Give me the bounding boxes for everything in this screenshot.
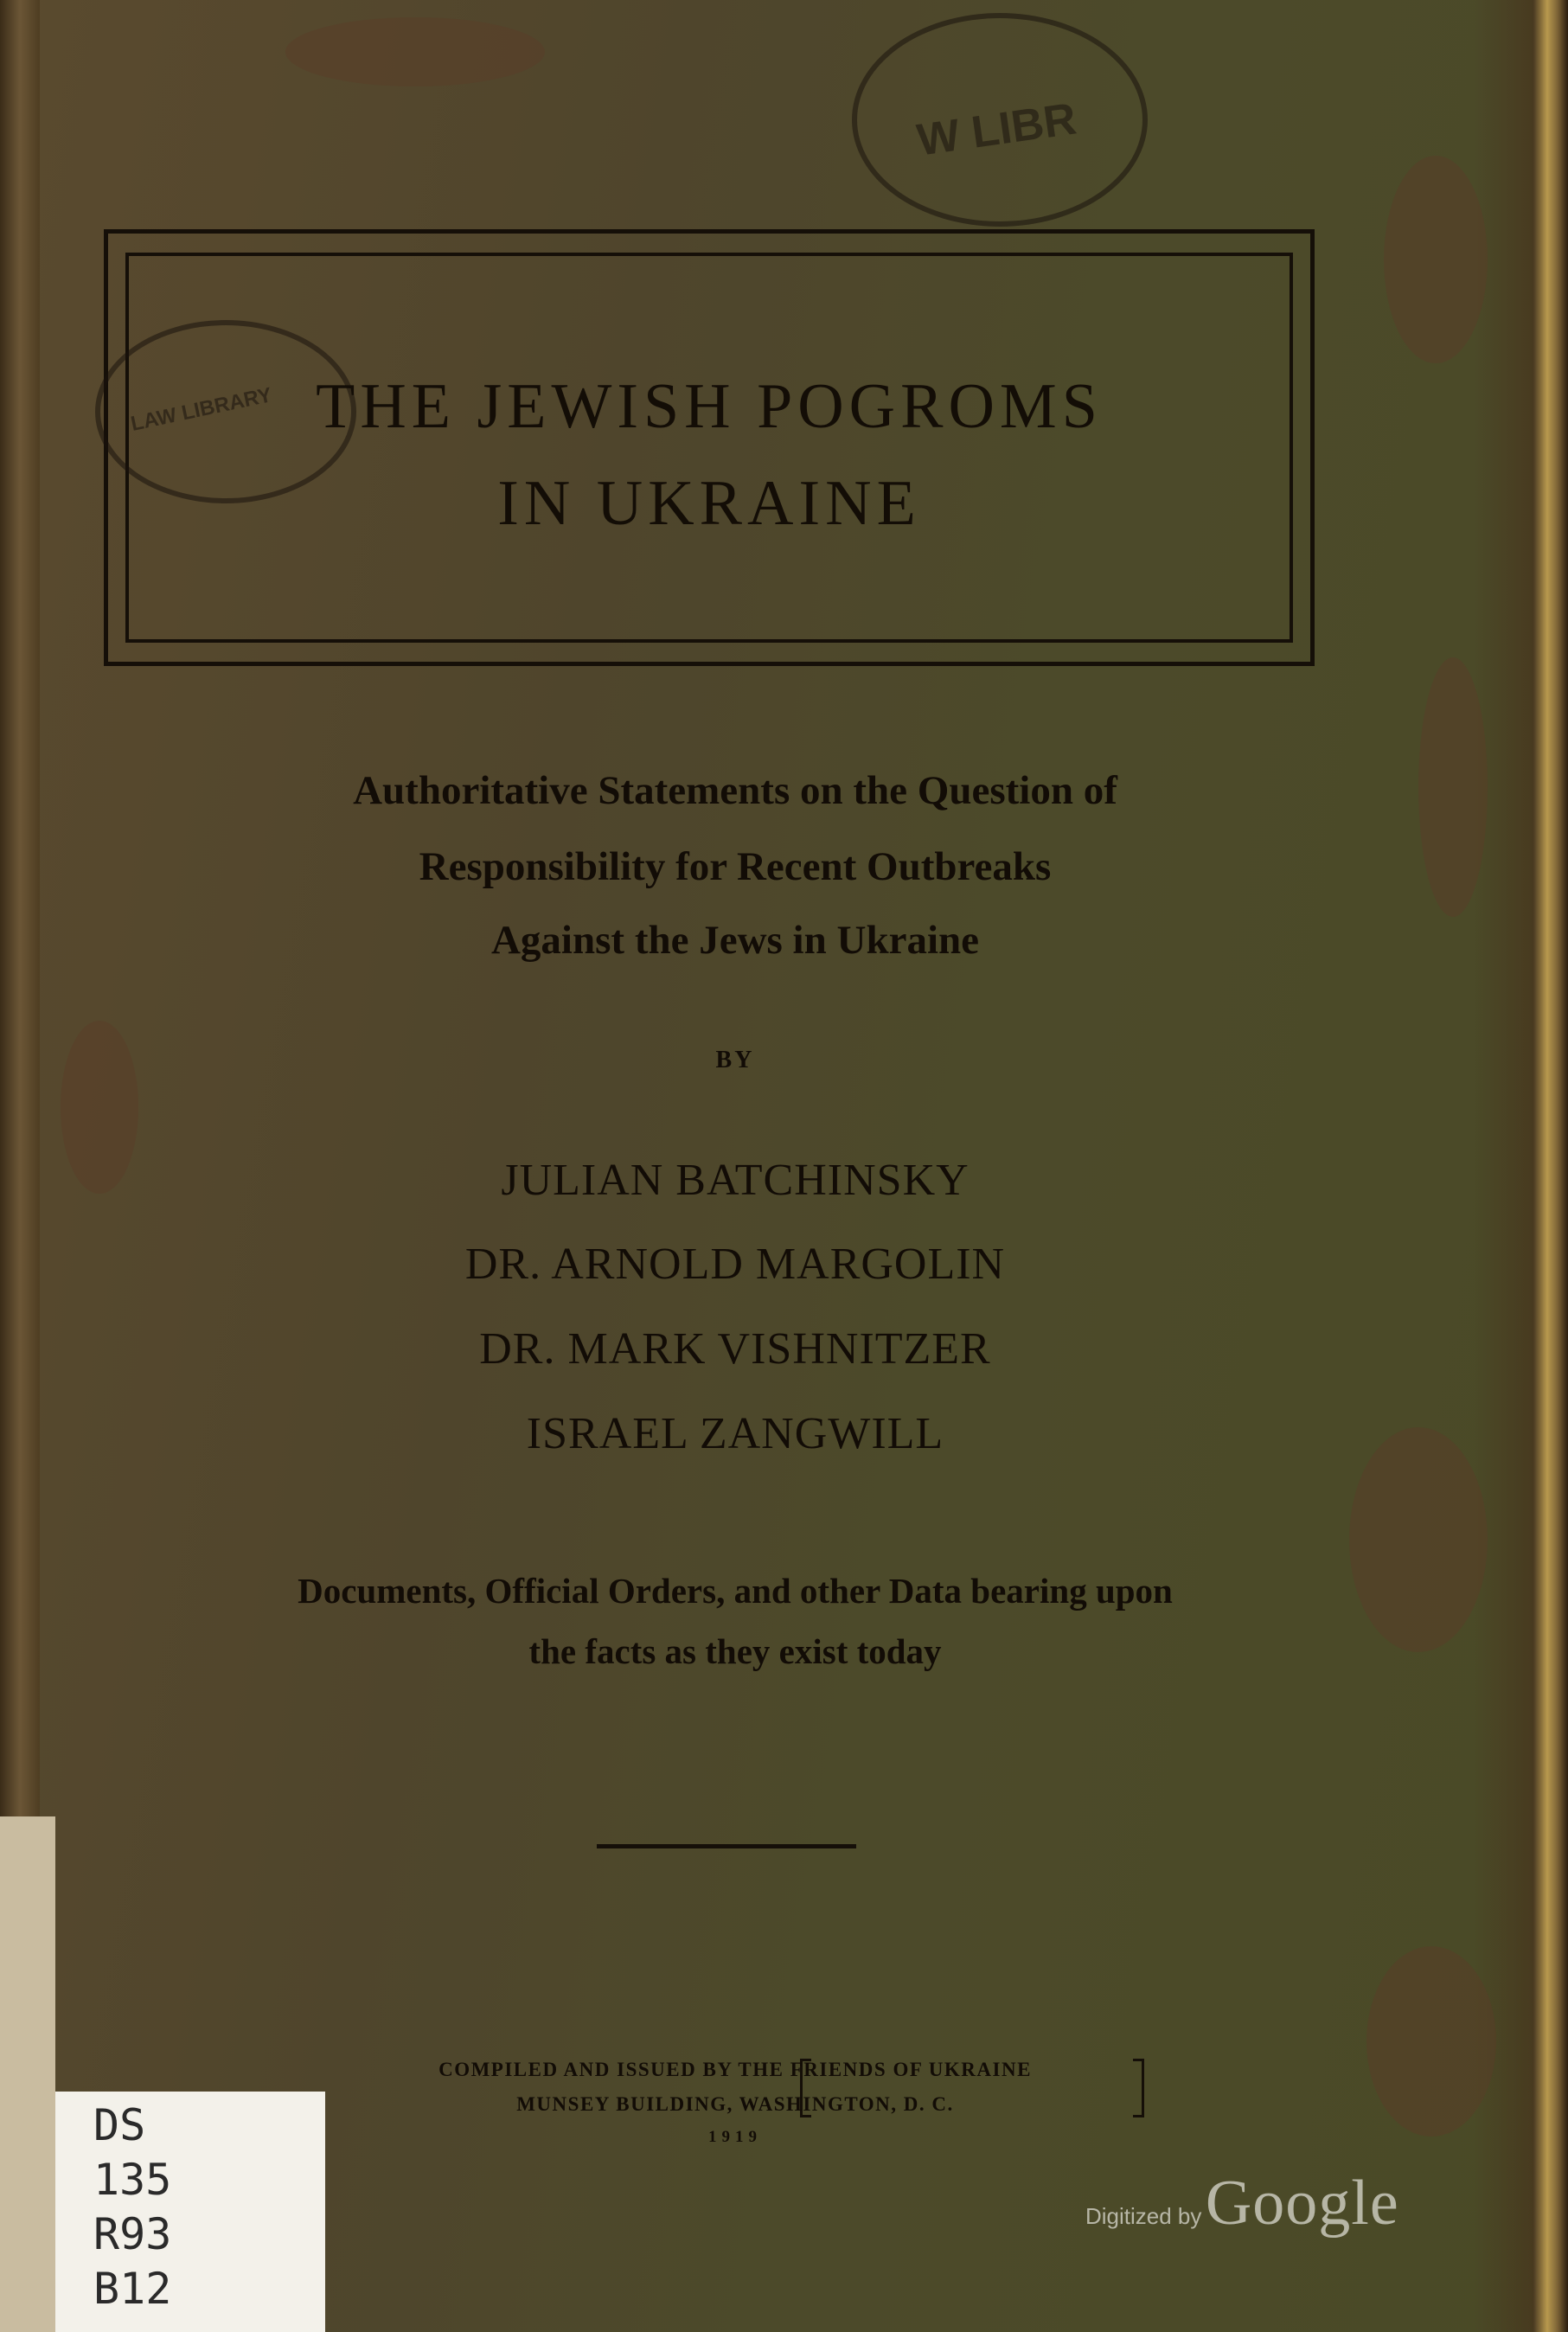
by-label: BY: [715, 1047, 755, 1073]
subtitle-line-3: Against the Jews in Ukraine: [490, 918, 980, 963]
author-4: ISRAEL ZANGWILL: [526, 1409, 944, 1458]
google-watermark: [1085, 2167, 1399, 2240]
author-1: JULIAN BATCHINSKY: [501, 1156, 970, 1205]
call-number-line-3: R93: [93, 2209, 172, 2259]
google-logo: Google: [1205, 2168, 1399, 2239]
right-page-edge: [1533, 0, 1568, 2332]
author-2: DR. ARNOLD MARGOLIN: [464, 1240, 1006, 1289]
documents-note-line-1: Documents, Official Orders, and other Data bearing upon: [298, 1571, 1173, 1611]
author-3: DR. MARK VISHNITZER: [479, 1324, 991, 1374]
stain-mark: [1384, 156, 1488, 363]
imprint-year: 1919: [708, 2128, 762, 2146]
subtitle-line-1: Authoritative Statements on the Question of: [353, 768, 1117, 813]
title-line-1: THE JEWISH POGROMS: [316, 371, 1103, 442]
call-number-label: [55, 2092, 325, 2332]
stain-mark: [1349, 1427, 1488, 1652]
subtitle-line-2: Responsibility for Recent Outbreaks: [419, 844, 1052, 889]
title-line-2: IN UKRAINE: [497, 468, 921, 539]
decorative-rule: [597, 1844, 856, 1848]
call-number-line-2: 135: [93, 2155, 172, 2205]
call-number-line-4: B12: [93, 2264, 172, 2314]
watermark-prefix: Digitized by: [1085, 2203, 1202, 2229]
documents-note-line-2: the facts as they exist today: [528, 1631, 942, 1671]
stain-mark: [285, 17, 545, 86]
imprint-line-2: MUNSEY BUILDING, WASHINGTON, D. C.: [516, 2093, 954, 2115]
library-stamp-top-text: W LIBR: [913, 93, 1079, 166]
library-stamp-left-text: LAW LIBRARY: [128, 383, 274, 436]
call-number-line-1: DS: [93, 2100, 146, 2150]
imprint-line-1: COMPILED AND ISSUED BY THE FRIENDS OF UKRAINE: [438, 2059, 1032, 2080]
